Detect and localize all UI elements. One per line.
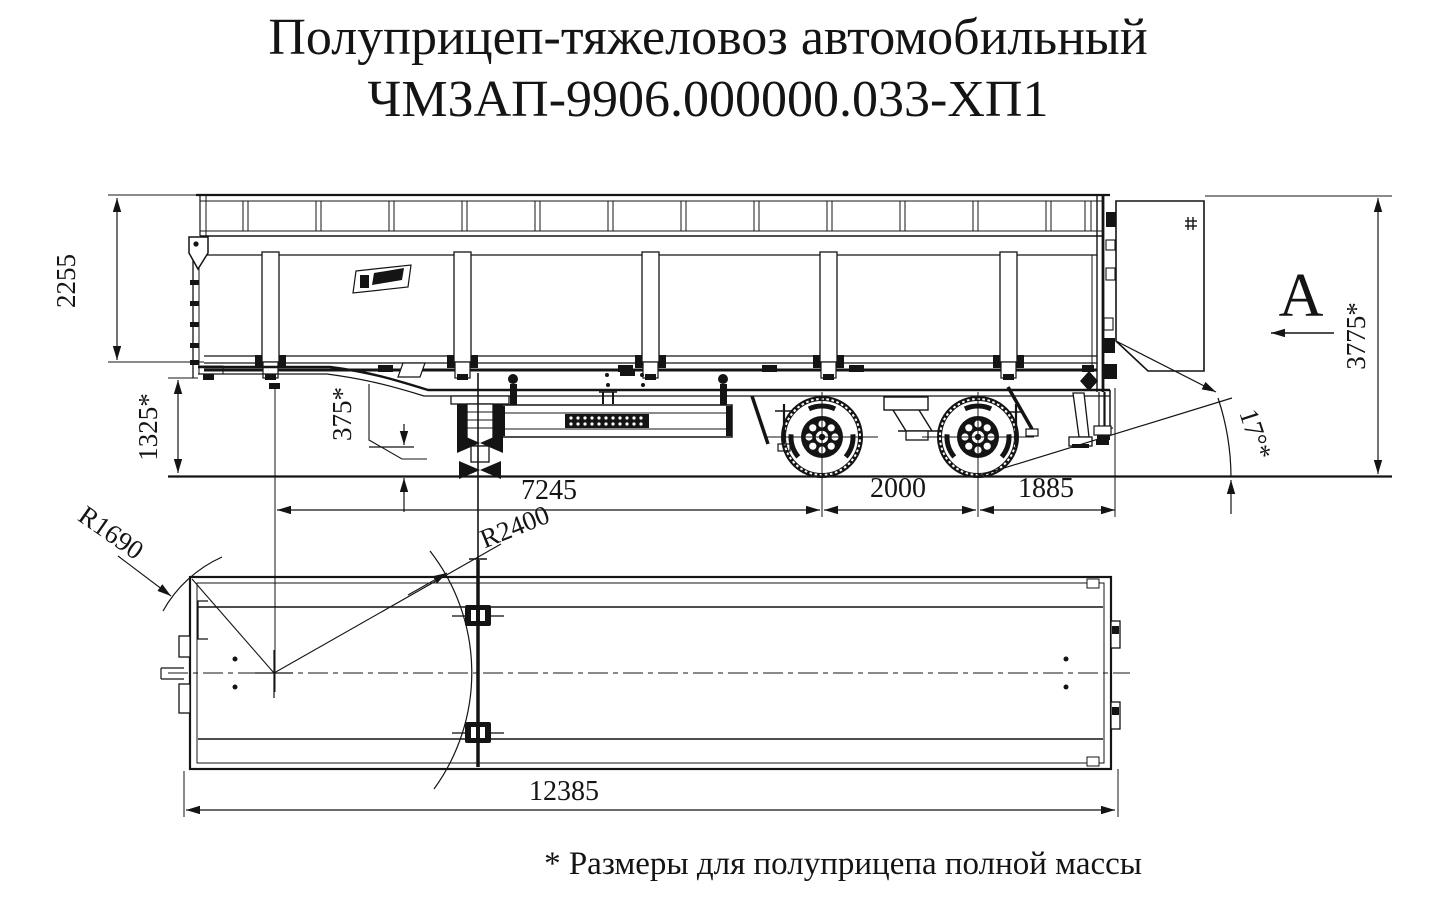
toolbox <box>498 369 732 437</box>
manufacturer-logo <box>353 265 411 293</box>
dim-ramp-angle: 17°* <box>1233 405 1278 464</box>
side-board <box>189 237 1097 380</box>
support-legs <box>451 396 509 479</box>
rear-hinges <box>1092 194 1117 445</box>
footnote: * Размеры для полуприцепа полной массы <box>544 846 1142 882</box>
dim-front-swing-radius: R1690 <box>73 499 150 566</box>
dim-axle-base: 2000 <box>870 473 926 504</box>
ramp-panel <box>1116 201 1204 371</box>
dim-overall-height: 3775* <box>1341 302 1371 370</box>
dim-rear-swing-radius: R2400 <box>475 499 554 555</box>
top-rail <box>196 195 1110 236</box>
dim-step-height: 375* <box>327 387 357 441</box>
front-hook <box>189 237 208 269</box>
dim-overall-length: 12385 <box>529 776 599 807</box>
dim-loading-height: 1325* <box>133 393 163 461</box>
rear-lamp <box>1080 371 1098 391</box>
view-label: А <box>1278 262 1324 330</box>
dim-kingpin-to-bogie: 7245 <box>521 475 577 506</box>
drawing-title-line1: Полуприцеп-тяжеловоз автомобильный <box>268 9 1148 66</box>
dim-board-height: 2255 <box>51 254 81 308</box>
drawing-title-line2: ЧМЗАП-9906.000000.033-ХП1 <box>367 71 1049 128</box>
dim-rear-overhang: 1885 <box>1018 473 1074 504</box>
front-edge <box>189 237 208 378</box>
